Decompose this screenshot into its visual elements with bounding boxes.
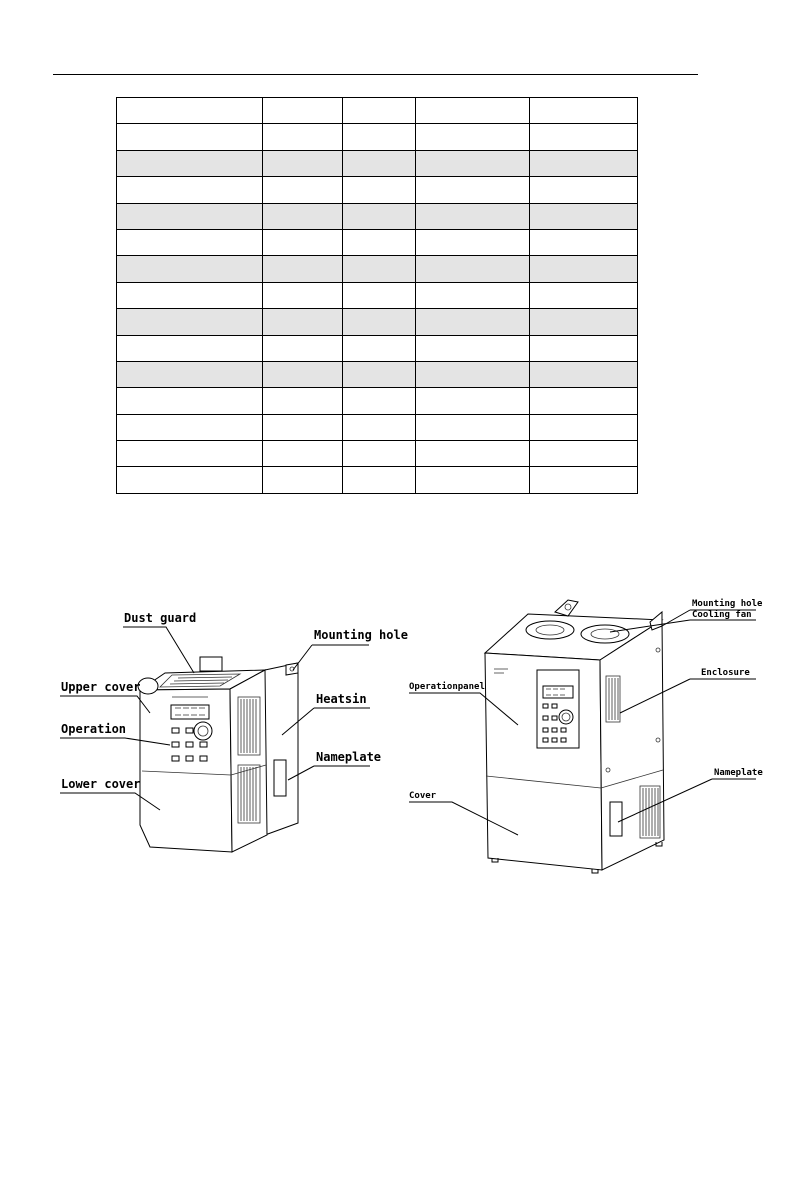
table-cell bbox=[117, 414, 263, 440]
table-cell bbox=[416, 98, 530, 124]
table-cell bbox=[530, 335, 638, 361]
label-dust-guard: Dust guard bbox=[124, 611, 197, 625]
table-cell bbox=[530, 441, 638, 467]
label-operation: Operation bbox=[61, 722, 127, 736]
table-cell bbox=[117, 229, 263, 255]
label-enclosure: Enclosure bbox=[701, 668, 750, 678]
table-row bbox=[117, 177, 638, 203]
table-row bbox=[117, 150, 638, 176]
table-cell bbox=[416, 361, 530, 387]
label-nameplate-right: Nameplate bbox=[714, 768, 763, 778]
table-row bbox=[117, 203, 638, 229]
table-cell bbox=[263, 98, 343, 124]
table-row bbox=[117, 124, 638, 150]
table-cell bbox=[343, 467, 416, 493]
table-cell bbox=[117, 203, 263, 229]
table-cell bbox=[117, 441, 263, 467]
table-cell bbox=[416, 309, 530, 335]
table-cell bbox=[117, 467, 263, 493]
table-cell bbox=[416, 414, 530, 440]
table-cell bbox=[416, 124, 530, 150]
table-cell bbox=[530, 414, 638, 440]
table-row bbox=[117, 309, 638, 335]
label-operation-panel: Operationpanel bbox=[409, 682, 485, 692]
table-cell bbox=[117, 309, 263, 335]
table-cell bbox=[416, 203, 530, 229]
table-cell bbox=[117, 256, 263, 282]
label-upper-cover: Upper cover bbox=[61, 680, 141, 694]
table-cell bbox=[343, 229, 416, 255]
table-cell bbox=[117, 388, 263, 414]
table-cell bbox=[416, 388, 530, 414]
table-row bbox=[117, 441, 638, 467]
table-cell bbox=[343, 414, 416, 440]
table-cell bbox=[530, 388, 638, 414]
table-cell bbox=[343, 388, 416, 414]
table-cell bbox=[343, 441, 416, 467]
table-cell bbox=[530, 256, 638, 282]
table-cell bbox=[530, 467, 638, 493]
table-row bbox=[117, 361, 638, 387]
table-row bbox=[117, 282, 638, 308]
table-row bbox=[117, 335, 638, 361]
table-cell bbox=[117, 282, 263, 308]
table-cell bbox=[416, 467, 530, 493]
left-drive-figure bbox=[0, 595, 408, 860]
label-cooling-fan: Cooling fan bbox=[692, 610, 752, 620]
table-cell bbox=[530, 177, 638, 203]
table-cell bbox=[343, 177, 416, 203]
table-cell bbox=[343, 335, 416, 361]
table-cell bbox=[343, 256, 416, 282]
table-cell bbox=[263, 229, 343, 255]
label-nameplate-left: Nameplate bbox=[316, 750, 382, 764]
table-cell bbox=[263, 203, 343, 229]
table-cell bbox=[416, 229, 530, 255]
table-cell bbox=[416, 441, 530, 467]
table-cell bbox=[343, 282, 416, 308]
table-cell bbox=[343, 309, 416, 335]
right-drive-drawing bbox=[400, 590, 809, 882]
right-drive-figure bbox=[400, 590, 809, 882]
table-cell bbox=[530, 229, 638, 255]
label-lower-cover: Lower cover bbox=[61, 777, 141, 791]
table-row bbox=[117, 467, 638, 493]
table-cell bbox=[530, 98, 638, 124]
table-cell bbox=[530, 124, 638, 150]
table-cell bbox=[416, 282, 530, 308]
table-cell bbox=[530, 309, 638, 335]
table-row bbox=[117, 256, 638, 282]
table-cell bbox=[263, 441, 343, 467]
table-cell bbox=[263, 282, 343, 308]
table-cell bbox=[263, 361, 343, 387]
table-cell bbox=[416, 177, 530, 203]
table-cell bbox=[343, 361, 416, 387]
table-cell bbox=[263, 335, 343, 361]
table-cell bbox=[530, 282, 638, 308]
table-row bbox=[117, 98, 638, 124]
table-cell bbox=[117, 361, 263, 387]
table-row bbox=[117, 229, 638, 255]
label-mounting-hole-right: Mounting hole bbox=[692, 599, 763, 609]
table-cell bbox=[343, 150, 416, 176]
table-cell bbox=[343, 124, 416, 150]
table-cell bbox=[117, 124, 263, 150]
table-cell bbox=[263, 124, 343, 150]
table-cell bbox=[343, 98, 416, 124]
spec-table-body bbox=[117, 98, 638, 494]
table-cell bbox=[263, 177, 343, 203]
table-cell bbox=[263, 150, 343, 176]
table-cell bbox=[263, 414, 343, 440]
table-cell bbox=[263, 467, 343, 493]
spec-table bbox=[116, 97, 638, 494]
table-cell bbox=[117, 98, 263, 124]
table-cell bbox=[117, 150, 263, 176]
table-cell bbox=[530, 150, 638, 176]
table-cell bbox=[263, 309, 343, 335]
table-row bbox=[117, 414, 638, 440]
table-cell bbox=[263, 388, 343, 414]
label-heatsink: Heatsin bbox=[316, 692, 367, 706]
label-cover: Cover bbox=[409, 791, 437, 801]
table-cell bbox=[416, 256, 530, 282]
table-cell bbox=[343, 203, 416, 229]
label-mounting-hole-left: Mounting hole bbox=[314, 628, 408, 642]
table-cell bbox=[530, 203, 638, 229]
header-rule bbox=[53, 74, 698, 75]
table-row bbox=[117, 388, 638, 414]
table-cell bbox=[263, 256, 343, 282]
table-cell bbox=[530, 361, 638, 387]
table-cell bbox=[416, 150, 530, 176]
table-cell bbox=[117, 335, 263, 361]
table-cell bbox=[117, 177, 263, 203]
table-cell bbox=[416, 335, 530, 361]
